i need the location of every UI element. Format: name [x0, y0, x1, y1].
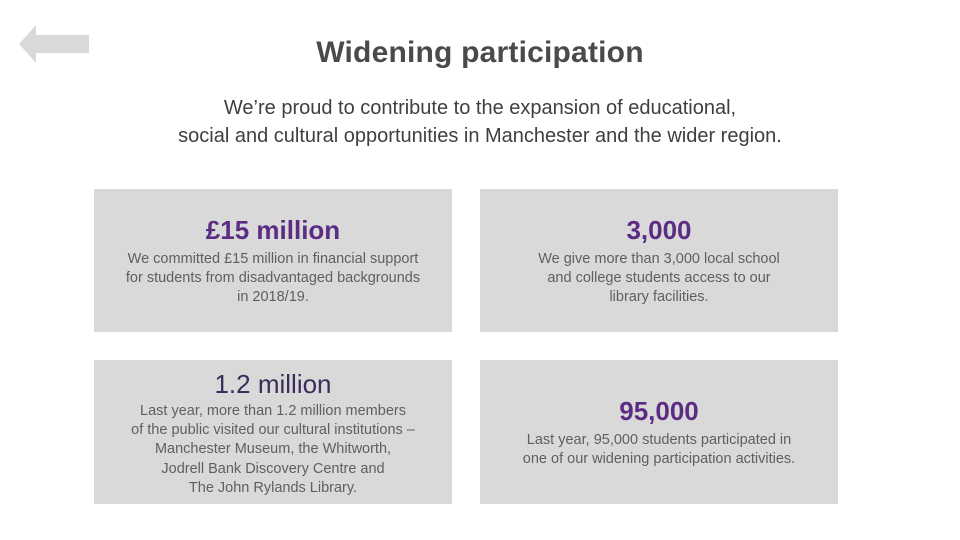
- stat-card-widening-participation: [480, 360, 838, 504]
- stat-description: [94, 402, 452, 498]
- stat-description: [480, 250, 838, 308]
- description-line: Manchester Museum, the Whitworth,: [154, 441, 392, 458]
- description-line: We committed £15 million in financial support: [127, 251, 419, 267]
- stat-description: [480, 431, 838, 469]
- description-line: for students from disadvantaged backgrounds: [125, 270, 421, 287]
- description-line: library facilities.: [609, 289, 709, 306]
- stat-value: 95,000: [619, 396, 699, 426]
- stat-card-cultural-visitors: [94, 360, 452, 504]
- description-line: and college students access to our: [547, 270, 771, 287]
- subtitle-line: We’re proud to contribute to the expansion of educational,: [223, 97, 737, 119]
- description-line: The John Rylands Library.: [188, 479, 358, 496]
- description-line: Last year, 95,000 students participated in: [526, 432, 792, 448]
- description-line: one of our widening participation activities.: [522, 451, 796, 468]
- subtitle-line: social and cultural opportunities in Manchester and the wider region.: [178, 125, 782, 147]
- page-subtitle: [60, 94, 900, 150]
- stat-description: [94, 250, 452, 308]
- stat-value: 1.2 million: [214, 369, 332, 399]
- stat-value: £15 million: [205, 215, 341, 245]
- stat-card-library-access: [480, 189, 838, 332]
- description-line: in 2018/19.: [237, 289, 309, 306]
- description-line: We give more than 3,000 local school: [538, 251, 780, 267]
- stat-value: 3,000: [626, 215, 692, 245]
- page-title: Widening participation: [316, 36, 644, 69]
- description-line: Last year, more than 1.2 million members: [140, 403, 406, 419]
- description-line: of the public visited our cultural institutions –: [131, 422, 415, 439]
- description-line: Jodrell Bank Discovery Centre and: [161, 460, 385, 477]
- stat-card-financial-support: [94, 189, 452, 332]
